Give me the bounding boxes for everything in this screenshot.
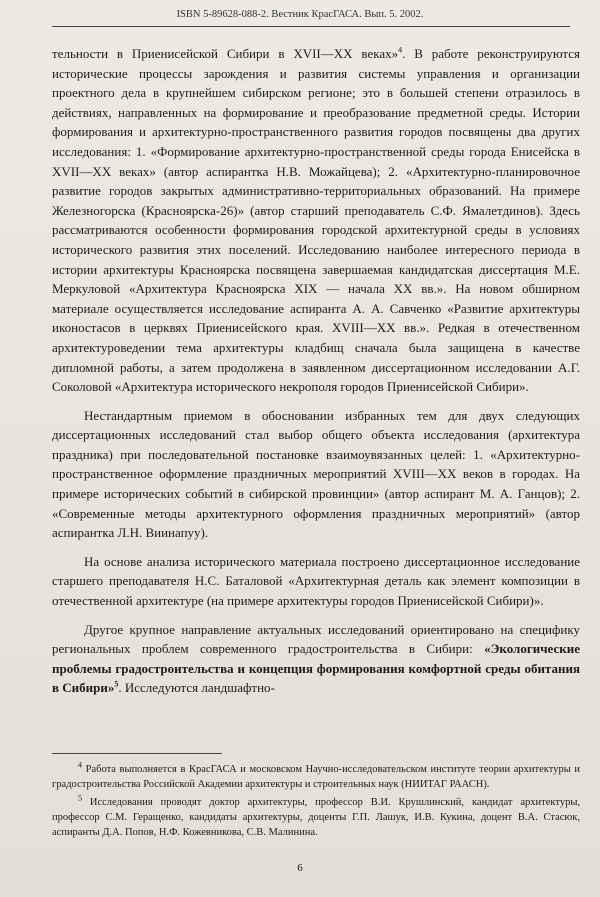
paragraph-1-rest: . В работе реконструируются исторические процессы зарождения и развития системы управления и организации проектного дела в крупнейшем сибирском регионе; это в большей степени отразилось в действиях, направленных на формирование и преобразование предметной среды. Истории формирования и архитектурно-пространственного развития городов посвящены два других исследования: 1. «Формирование архитектурно-пространственной среды города Енисейска в XVII—XX веках» (автор аспирантка Н.В. Можайцева); 2. «Архитектурно-планировочное развитие городов закрытых административно-территориальных образований. На примере Железногорска (Красноярска-26)» (автор старший преподаватель С.Ф. Ямалетдинов). Здесь рассматриваются особенности формирования городской архитектурной среды в условиях исторического развития этих поселений. Исследованию наиболее интересного периода в истории архитектуры Красноярска посвящена завершаемая кандидатская диссертация М.Е. Меркуловой «Архитектура Красноярска XIX — начала XX вв.». На новом обширном материале осуществляется исследование аспиранта А. А. Савченко «Развитие архитектуры иконостасов в церквях Приенисейского края. XVIII—XX вв.». Редкая в отечественном архитектуроведении тема архитектуры кладбищ сначала была защищена в качестве дипломной работы, а затем продолжена в заявленном диссертационном исследовании А.Г. Соколовой «Архитектура исторического некрополя городов Приенисейской Сибири». [52,46,580,395]
paragraph-4-bold-title: «Экологические проблемы градостроительства и концепция формирования комфортной среды обитания в Сибири» [52,641,580,696]
footnote-5 [52,795,580,840]
footnote-rule [52,753,222,754]
paragraph-2: Нестандартным приемом в обосновании избранных тем для двух следующих диссертационных исследований стал выбор общего объекта исследования (архитектура праздника) при последовательной постановке взаимоувязанных целей: 1. «Архитектурно-пространственное оформление праздничных мероприятий XVIII—XX веков в городах. На примере исторических событий в сибирской провинции» (автор аспирант М. А. Ганцов); 2. «Современные методы архитектурного оформления праздничных мероприятий» (автор аспирантка Л.Н. Виинапуу). [52,407,580,541]
body-text [52,44,580,698]
paragraph-1 [52,44,580,397]
footnote-4 [52,762,580,792]
paragraph-4-text: Другое крупное направление актуальных исследований ориентировано на специфику региональных проблем современного градостроительства в Сибири: [52,621,580,657]
header-rule [52,26,570,27]
footnote-5-text: Исследования проводят доктор архитектуры, профессор В.И. Крушлинский, кандидат архитектуры, профессор С.М. Геращенко, кандидаты архитектуры, доценты Г.П. Лашук, И.В. Кукина, доцент В.А. Стасюк, аспиранты Д.А. Попов, Н.Ф. Кожевникова, С.В. Малинина. [52,797,580,838]
running-head: ISBN 5-89628-088-2. Вестник КрасГАСА. Вып. 5. 2002. [176,9,424,20]
footnote-5-marker: 5 [78,793,82,803]
footnote-4-marker: 4 [78,760,82,770]
footnote-ref-4: 4 [398,45,403,55]
paragraph-4-rest: . Исследуются ландшафтно- [118,680,275,696]
page-number: 6 [297,862,303,874]
footnote-ref-5: 5 [114,680,119,690]
footnotes [52,762,580,843]
paragraph-4 [52,620,580,698]
paragraph-3: На основе анализа исторического материала построено диссертационное исследование старшего преподавателя Н.С. Баталовой «Архитектурная деталь как элемент композиции в отечественной архитектуре (на примере архитектуры городов Приенисейской Сибири)». [52,553,580,609]
footnote-4-text: Работа выполняется в КрасГАСА и московском Научно-исследовательском институте теории архитектуры и градостроительства Российской Академии архитектуры и строительных наук (НИИТАГ РААСН). [52,764,580,790]
paragraph-1-text: тельности в Приенисейской Сибири в XVII—XX веках» [52,46,399,61]
